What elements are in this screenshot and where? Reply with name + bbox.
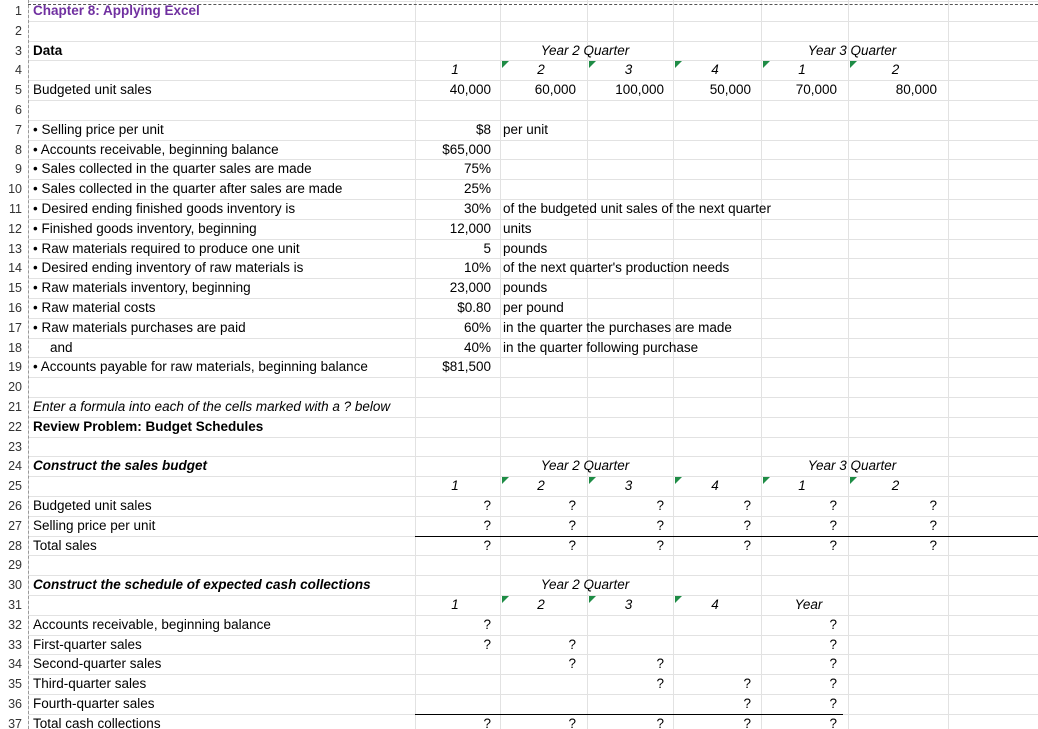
assumption-label[interactable]: • Sales collected in the quarter sales are made: [33, 161, 312, 177]
row-number[interactable]: 10: [8, 182, 22, 197]
formula-cell[interactable]: ?: [929, 537, 937, 553]
row-number[interactable]: 1: [15, 4, 22, 18]
year-total-header[interactable]: Year: [794, 597, 823, 612]
gridline-h: [28, 437, 1038, 438]
sales-label[interactable]: Budgeted unit sales: [33, 82, 152, 98]
data-label[interactable]: Data: [33, 42, 63, 58]
formula-cell[interactable]: ?: [568, 498, 576, 513]
quarter-number[interactable]: 4: [711, 597, 719, 612]
green-triangle-error-icon: [850, 61, 857, 68]
formula-cell[interactable]: ?: [743, 498, 751, 513]
budgeted-unit-sales-value[interactable]: 40,000: [449, 82, 491, 98]
assumption-value[interactable]: 23,000: [449, 280, 491, 296]
green-triangle-error-icon: [589, 596, 596, 603]
green-triangle-error-icon: [763, 477, 770, 484]
budgeted-unit-sales-value[interactable]: 50,000: [709, 82, 751, 98]
assumption-note[interactable]: per unit: [503, 121, 549, 137]
year3-quarter-header[interactable]: Year 3 Quarter: [807, 42, 897, 58]
row-number[interactable]: 29: [8, 558, 22, 573]
row-number[interactable]: 16: [8, 301, 22, 315]
formula-cell[interactable]: ?: [656, 676, 664, 692]
assumption-value[interactable]: 75%: [463, 161, 491, 177]
row-number[interactable]: 2: [15, 23, 22, 38]
formula-cell[interactable]: ?: [483, 715, 491, 729]
green-triangle-error-icon: [589, 477, 596, 484]
formula-cell[interactable]: ?: [568, 636, 576, 652]
budgeted-unit-sales-value[interactable]: 70,000: [795, 82, 837, 98]
assumption-value[interactable]: 30%: [463, 201, 491, 216]
formula-cell[interactable]: ?: [829, 656, 837, 672]
row-number[interactable]: 5: [15, 83, 22, 98]
formula-cell[interactable]: ?: [743, 696, 751, 711]
sheet-title[interactable]: Chapter 8: Applying Excel: [33, 3, 200, 18]
cash-collections-row-label[interactable]: Accounts receivable, beginning balance: [33, 616, 271, 632]
assumption-label[interactable]: and: [50, 339, 73, 355]
assumption-note[interactable]: of the budgeted unit sales of the next quarter: [503, 201, 771, 216]
formula-cell[interactable]: ?: [743, 715, 751, 729]
cell-border: [415, 536, 1038, 537]
assumption-note[interactable]: per pound: [503, 300, 564, 315]
row-number[interactable]: 18: [8, 340, 22, 355]
row-number[interactable]: 23: [8, 439, 22, 454]
formula-cell[interactable]: ?: [568, 656, 576, 672]
row-number[interactable]: 13: [8, 241, 22, 256]
formula-cell[interactable]: ?: [568, 537, 576, 553]
formula-cell[interactable]: ?: [829, 616, 837, 632]
cash-collections-row-label[interactable]: Total cash collections: [33, 715, 161, 729]
assumption-label[interactable]: • Accounts payable for raw materials, beginning balance: [33, 359, 368, 375]
gridline-v: [500, 0, 501, 729]
quarter-number[interactable]: 1: [798, 62, 806, 78]
cash-collections-row-label[interactable]: Third-quarter sales: [33, 676, 147, 692]
quarter-number[interactable]: 1: [798, 478, 806, 494]
formula-cell[interactable]: ?: [829, 696, 837, 711]
row-number[interactable]: 25: [8, 479, 22, 494]
formula-cell[interactable]: ?: [656, 517, 664, 533]
assumption-label[interactable]: • Accounts receivable, beginning balance: [33, 141, 279, 157]
row-number[interactable]: 27: [8, 518, 22, 533]
assumption-value[interactable]: 12,000: [449, 220, 491, 236]
year2-quarter-header[interactable]: Year 2 Quarter: [540, 577, 630, 593]
cash-collections-title[interactable]: Construct the schedule of expected cash collections: [33, 577, 371, 593]
gridline-v: [673, 0, 674, 729]
row-number[interactable]: 37: [8, 716, 22, 729]
row-number[interactable]: 9: [15, 162, 22, 177]
quarter-number[interactable]: 1: [451, 597, 459, 612]
quarter-number[interactable]: 2: [891, 478, 900, 494]
assumption-value[interactable]: 25%: [463, 181, 491, 197]
assumption-note[interactable]: in the quarter following purchase: [503, 339, 699, 355]
sales-budget-row-label[interactable]: Budgeted unit sales: [33, 498, 152, 513]
formula-cell[interactable]: ?: [829, 537, 837, 553]
quarter-number[interactable]: 2: [891, 62, 900, 78]
assumption-note[interactable]: in the quarter the purchases are made: [503, 319, 732, 335]
instruction-text[interactable]: Enter a formula into each of the cells marked with a ? below: [33, 399, 391, 414]
row-number[interactable]: 11: [9, 202, 22, 216]
assumption-note[interactable]: pounds: [503, 280, 548, 296]
assumption-value[interactable]: 10%: [463, 260, 491, 276]
formula-cell[interactable]: ?: [743, 537, 751, 553]
row-number[interactable]: 26: [8, 499, 22, 513]
formula-cell[interactable]: ?: [743, 676, 751, 692]
review-title[interactable]: Review Problem: Budget Schedules: [33, 418, 264, 434]
formula-cell[interactable]: ?: [483, 616, 491, 632]
row-number[interactable]: 12: [8, 221, 22, 236]
quarter-number[interactable]: 1: [451, 478, 459, 494]
green-triangle-error-icon: [850, 477, 857, 484]
cash-collections-row-label[interactable]: Fourth-quarter sales: [33, 696, 155, 711]
quarter-number[interactable]: 4: [711, 62, 719, 78]
year2-quarter-header[interactable]: Year 2 Quarter: [540, 458, 630, 474]
assumption-value[interactable]: $0.80: [457, 300, 491, 315]
gridline-v: [848, 0, 849, 729]
row-number[interactable]: 17: [8, 320, 22, 335]
row-number[interactable]: 33: [8, 637, 22, 652]
quarter-number[interactable]: 2: [537, 478, 545, 494]
assumption-label[interactable]: • Raw materials purchases are paid: [33, 319, 246, 335]
row-number[interactable]: 19: [8, 360, 22, 375]
row-number[interactable]: 14: [8, 261, 22, 276]
quarter-number[interactable]: 3: [624, 597, 633, 612]
formula-cell[interactable]: ?: [929, 517, 937, 533]
green-triangle-error-icon: [502, 596, 509, 603]
formula-cell[interactable]: ?: [656, 498, 664, 513]
formula-cell[interactable]: ?: [829, 715, 837, 729]
formula-cell[interactable]: ?: [929, 498, 937, 513]
row-number[interactable]: 31: [8, 598, 22, 612]
row-number[interactable]: 20: [8, 380, 22, 395]
year3-quarter-header[interactable]: Year 3 Quarter: [807, 458, 897, 474]
row-number[interactable]: 8: [15, 142, 22, 157]
row-number[interactable]: 6: [15, 103, 22, 117]
assumption-label[interactable]: • Sales collected in the quarter after sales are made: [33, 181, 343, 197]
green-triangle-error-icon: [675, 596, 682, 603]
green-triangle-error-icon: [589, 61, 596, 68]
quarter-number[interactable]: 1: [451, 62, 459, 78]
assumption-value[interactable]: 40%: [463, 339, 491, 355]
formula-cell[interactable]: ?: [829, 636, 837, 652]
sales-budget-row-label[interactable]: Total sales: [33, 537, 97, 553]
quarter-number[interactable]: 4: [711, 478, 719, 494]
row-number[interactable]: 21: [8, 400, 22, 414]
budgeted-unit-sales-value[interactable]: 60,000: [534, 82, 576, 98]
green-triangle-error-icon: [675, 61, 682, 68]
formula-cell[interactable]: ?: [829, 676, 837, 692]
quarter-number[interactable]: 3: [624, 62, 633, 78]
row-number[interactable]: 15: [8, 281, 22, 296]
assumption-note[interactable]: of the next quarter's production needs: [503, 260, 730, 276]
assumption-label[interactable]: • Raw materials required to produce one unit: [33, 240, 300, 256]
quarter-number[interactable]: 2: [537, 62, 545, 78]
assumption-value[interactable]: $81,500: [442, 359, 491, 375]
gridline-v: [587, 0, 588, 729]
row-number[interactable]: 35: [8, 677, 22, 692]
assumption-note[interactable]: pounds: [503, 240, 548, 256]
formula-cell[interactable]: ?: [483, 537, 491, 553]
page-break-line: [28, 0, 29, 729]
quarter-number[interactable]: 2: [537, 597, 545, 612]
assumption-label[interactable]: • Raw material costs: [33, 300, 156, 315]
assumption-value[interactable]: 5: [483, 240, 491, 256]
formula-cell[interactable]: ?: [483, 636, 491, 652]
assumption-label[interactable]: • Finished goods inventory, beginning: [33, 220, 257, 236]
year2-quarter-header[interactable]: Year 2 Quarter: [540, 42, 630, 58]
formula-cell[interactable]: ?: [743, 517, 751, 533]
row-number[interactable]: 22: [8, 419, 22, 434]
row-number[interactable]: 34: [8, 657, 22, 672]
gridline-h: [28, 21, 1038, 22]
green-triangle-error-icon: [502, 61, 509, 68]
assumption-value[interactable]: $8: [475, 121, 491, 137]
assumption-label[interactable]: • Desired ending inventory of raw materials is: [33, 260, 304, 276]
assumption-value[interactable]: $65,000: [442, 141, 491, 157]
formula-cell[interactable]: ?: [483, 498, 491, 513]
cell-border: [415, 714, 843, 715]
assumption-label[interactable]: • Selling price per unit: [33, 121, 164, 137]
sales-budget-title[interactable]: Construct the sales budget: [33, 458, 208, 474]
formula-cell[interactable]: ?: [656, 537, 664, 553]
row-number[interactable]: 32: [8, 617, 22, 632]
formula-cell[interactable]: ?: [568, 517, 576, 533]
assumption-value[interactable]: 60%: [463, 319, 491, 335]
cash-collections-row-label[interactable]: First-quarter sales: [33, 636, 142, 652]
green-triangle-error-icon: [675, 477, 682, 484]
assumption-label[interactable]: • Raw materials inventory, beginning: [33, 280, 251, 296]
formula-cell[interactable]: ?: [568, 715, 576, 729]
cash-collections-row-label[interactable]: Second-quarter sales: [33, 656, 162, 672]
budgeted-unit-sales-value[interactable]: 80,000: [895, 82, 937, 98]
quarter-number[interactable]: 3: [624, 478, 633, 494]
green-triangle-error-icon: [763, 61, 770, 68]
row-number[interactable]: 30: [8, 578, 22, 593]
row-number[interactable]: 24: [8, 459, 22, 474]
budgeted-unit-sales-value[interactable]: 100,000: [615, 82, 664, 98]
formula-cell[interactable]: ?: [656, 715, 664, 729]
formula-cell[interactable]: ?: [829, 498, 837, 513]
row-number[interactable]: 28: [8, 538, 22, 553]
assumption-label[interactable]: • Desired ending finished goods inventory is: [33, 201, 296, 216]
formula-cell[interactable]: ?: [656, 656, 664, 672]
row-number[interactable]: 4: [15, 63, 22, 78]
row-number[interactable]: 7: [15, 122, 22, 137]
row-number[interactable]: 3: [15, 43, 22, 58]
assumption-note[interactable]: units: [503, 220, 532, 236]
gridline-v: [948, 0, 949, 729]
formula-cell[interactable]: ?: [483, 517, 491, 533]
row-number[interactable]: 36: [8, 697, 22, 711]
formula-cell[interactable]: ?: [829, 517, 837, 533]
sales-budget-row-label[interactable]: Selling price per unit: [33, 517, 156, 533]
green-triangle-error-icon: [502, 477, 509, 484]
